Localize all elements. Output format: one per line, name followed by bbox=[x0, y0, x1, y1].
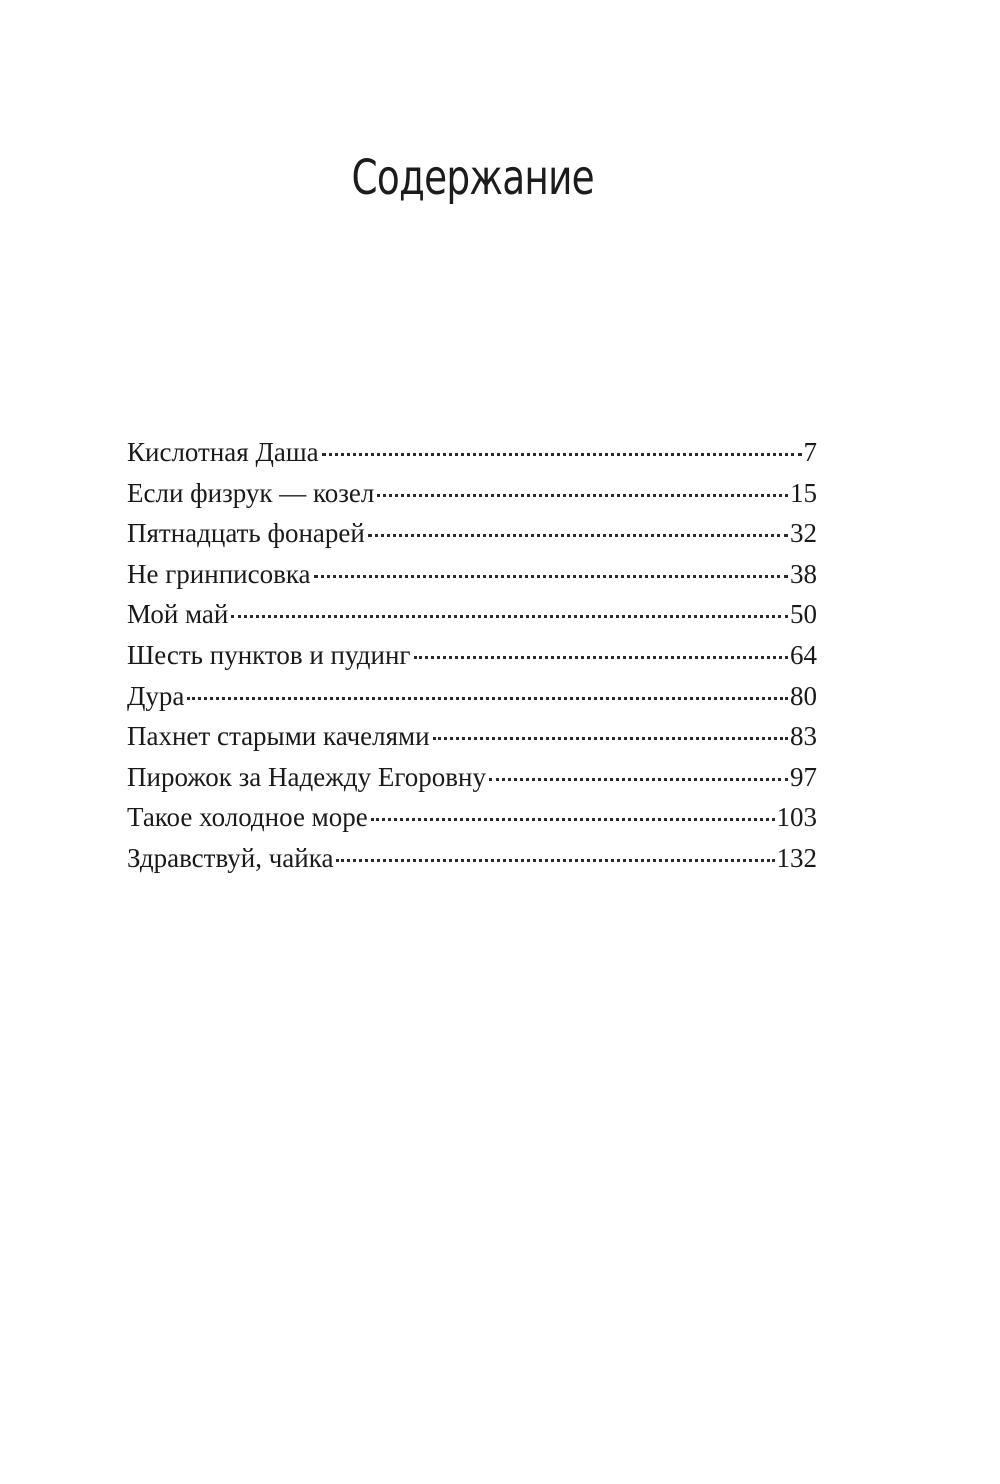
toc-entry-title: Не гринписовка bbox=[127, 558, 311, 589]
toc-entry-pirozhok-za-nadezhdu-egorovnu bbox=[127, 757, 817, 798]
toc-entry-page-number: 97 bbox=[790, 761, 817, 792]
toc-entry-moy-may bbox=[127, 594, 817, 635]
toc-entry-esli-fizruk-kozel bbox=[127, 473, 817, 514]
toc-entry-title: Если физрук — козел bbox=[127, 477, 375, 508]
dot-leader bbox=[314, 575, 788, 578]
toc-entry-zdravstvuy-chayka bbox=[127, 838, 817, 879]
toc-entry-title: Здравствуй, чайка bbox=[127, 842, 334, 873]
dot-leader bbox=[489, 778, 788, 781]
toc-entry-title: Мой май bbox=[127, 599, 229, 630]
toc-entry-title: Шесть пунктов и пудинг bbox=[127, 639, 411, 670]
toc-entry-page-number: 80 bbox=[790, 680, 817, 711]
dot-leader bbox=[322, 453, 802, 456]
toc-entry-page-number: 64 bbox=[790, 639, 817, 670]
toc-entry-ne-grinpisovka bbox=[127, 554, 817, 595]
toc-entry-title: Такое холодное море bbox=[127, 802, 368, 833]
toc-entry-title: Пятнадцать фонарей bbox=[127, 518, 365, 549]
toc-entry-page-number: 50 bbox=[790, 599, 817, 630]
toc-entry-page-number: 32 bbox=[790, 518, 817, 549]
dot-leader bbox=[414, 656, 789, 659]
toc-entry-page-number: 83 bbox=[790, 721, 817, 752]
toc-entry-dura bbox=[127, 676, 817, 717]
toc-entry-takoe-kholodnoe-more bbox=[127, 797, 817, 838]
toc-entry-page-number: 103 bbox=[776, 802, 817, 833]
dot-leader bbox=[187, 697, 788, 700]
toc-entry-page-number: 7 bbox=[803, 437, 817, 467]
dot-leader bbox=[368, 534, 788, 537]
toc-entry-page-number: 132 bbox=[776, 842, 817, 873]
page-title: Содержание bbox=[351, 150, 594, 206]
dot-leader bbox=[231, 615, 788, 618]
toc-entry-title: Пахнет старыми качелями bbox=[127, 721, 430, 752]
toc-entry-pyatnadtsat-fonarey bbox=[127, 513, 817, 554]
toc-entry-pakhnet-starymi-kachelyami bbox=[127, 716, 817, 757]
toc-entry-title: Кислотная Даша bbox=[127, 437, 319, 467]
toc-entry-page-number: 15 bbox=[790, 477, 817, 508]
toc-entry-title: Пирожок за Надежду Егоровну bbox=[127, 761, 486, 792]
toc-entry-title: Дура bbox=[127, 680, 185, 711]
dot-leader bbox=[433, 737, 788, 740]
toc-entry-shest-punktov-i-puding bbox=[127, 635, 817, 676]
dot-leader bbox=[377, 494, 788, 497]
toc-entry-page-number: 38 bbox=[790, 558, 817, 589]
dot-leader bbox=[336, 859, 774, 862]
toc-entry-kislotnaya-dasha bbox=[127, 432, 817, 473]
dot-leader bbox=[371, 818, 775, 821]
table-of-contents bbox=[127, 432, 817, 879]
